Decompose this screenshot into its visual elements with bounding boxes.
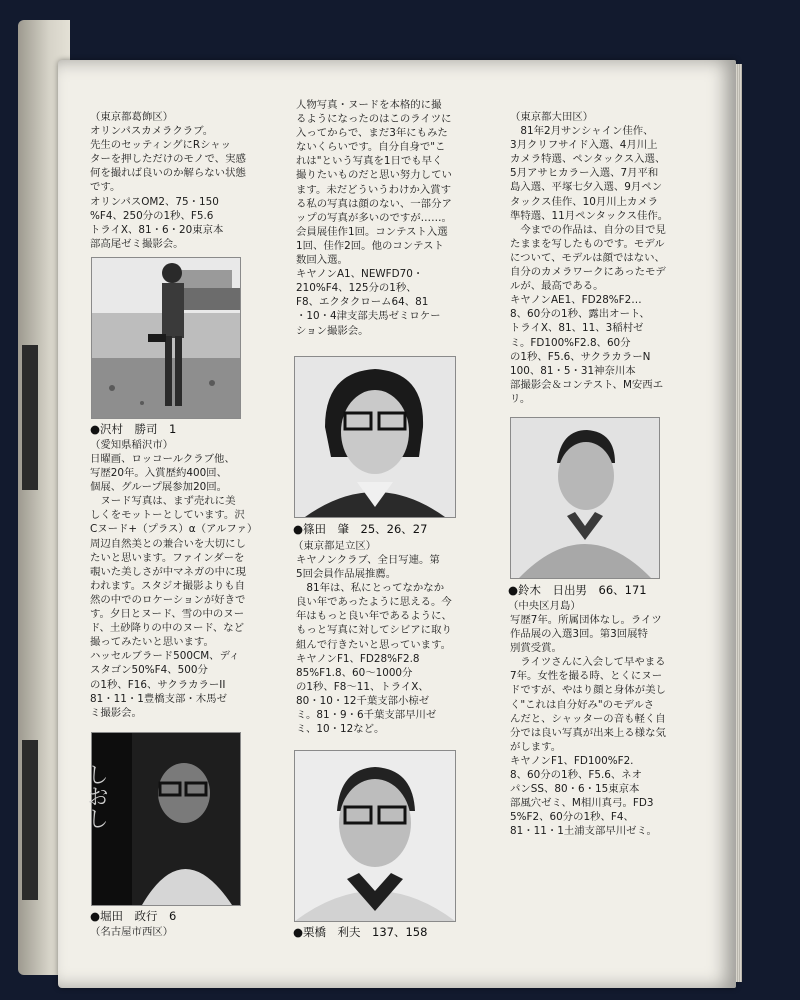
man-sweater-portrait-image	[511, 418, 659, 578]
caption-place-sawamura: （愛知県稲沢市）	[90, 439, 174, 451]
caption-name-kurihashi: ●栗橋 利夫 137、158	[293, 925, 428, 939]
older-man-portrait-image	[295, 751, 455, 921]
sign-text: しおし	[83, 763, 109, 829]
portrait-with-glasses-image	[83, 733, 240, 905]
photographer-photo-shinoda	[294, 356, 456, 518]
caption-name-sawamura: ●沢村 勝司 1	[90, 422, 177, 436]
caption-place-shinoda: （東京都足立区）	[293, 540, 377, 552]
caption-name-hotta: ●堀田 政行 6	[90, 909, 177, 923]
column-3-top-text: （東京都大田区） 81年2月サンシャイン佳作、 3月クリフサイド入選、4月川上 カメラ特選、ペンタックス入選、 5月アサヒカラー入選、7月平和 島入選、平塚七夕入選、9月ペン タックス佳作、10月川上カメラ 準特選、11月ペンタックス佳作。 今までの作品は、自分の目で見 たままを写したものです。モデル について、モデルは顔ではない、 自分のカメラワークにあったモデ ルが、最高である。 キヤノンAE1、FD28%F2… 8、60分の1秒、露出オート、 トライX、81、11、3稲村ゼ ミ。FD100%F2.8、60分 の1秒、F5.6、サクラカラーN 100、81・5・31神奈川本 部撮影会＆コンテスト、M安西エ リ。	[510, 111, 669, 405]
column-2-mid-text: キヤノンクラブ、全日写連。第 5回会員作品展推薦。 81年は、私にとってなかなか 良い年であったように思える。今 年はもっと良い年であるように、 もっと写真に対してシビアに取り 組んで行きたいと思っています。 キヤノンF1、FD28%F2.8 85%F1.8、60〜1000分 の1秒、F8〜11、トライX、 80・10・12千葉支部小椋ゼ ミ。81・9・6千葉支部早川ゼ ミ、10・12など。	[296, 554, 452, 736]
caption-place-suzuki: （中央区月島）	[508, 600, 581, 612]
beach-portrait-image	[92, 258, 240, 418]
photographer-photo-sawamura	[91, 257, 241, 419]
left-page-photo-strip-2	[22, 740, 38, 900]
page-stack-edge	[736, 64, 742, 982]
caption-name-suzuki: ●鈴木 日出男 66、171	[508, 583, 647, 597]
photographer-photo-suzuki	[510, 417, 660, 579]
man-portrait-image	[295, 357, 455, 517]
left-page-photo-strip	[22, 345, 38, 490]
column-1-mid-text: 日曜画、ロッコールクラブ他、 写歴20年。入賞歴約400回、 個展、グループ展参加20回。 ヌード写真は、まず売れに美 しくをモットーとしています。沢 Cヌード+（プラス）α（アルファ） 周辺自然美との兼合いを大切にし たいと思います。ファインダーを 覗いた美しさが中マネガの中に現 われます。スタジオ撮影よりも自 然の中でのロケーションが好きで す。夕日とヌード、雪の中のヌー ド、土砂降りの中のヌード、など 撮ってみたいと思います。 ハッセルブラード500CM、ディ スタゴン50%F4、500分 の1秒、F16、サクラカラーII 81・11・1豊橋支部・木馬ゼ ミ撮影会。	[90, 453, 258, 719]
column-1-top-text: （東京都葛飾区） オリンパスカメラクラブ。 先生のセッティングにRシャッ ターを押しただけのモノで、実感 何を撮れば良いのか解らない状態 です。 オリンパスOM2、75・150 %F4、250分の1秒、F5.6 トライX、81・6・20東京本 部高尾ゼミ撮影会。	[90, 111, 246, 250]
photographer-photo-hotta	[83, 732, 241, 906]
magazine-page	[58, 60, 736, 988]
caption-name-shinoda: ●篠田 肇 25、26、27	[293, 522, 428, 536]
column-2-top-text: 人物写真・ヌードを本格的に撮 るようになったのはこのライツに 入ってからで、まだ3年にもみた ないくらいです。自分自身で"こ れは"という写真を1日でも早く 撮りたいものだと思い努力してい ます。未だどういうわけか入賞す る私の写真は顔のない、一部分ア ップの写真が多いのですが……。 会員展佳作1回。コンテスト入選 1回、佳作2回。他のコンテスト 数回入選。 キヤノンA1、NEWFD70・ 210%F4、125分の1秒、 F8、エクタクローム64、81 ・10・4津支部夫馬ゼミロケー ション撮影会。	[296, 99, 452, 337]
column-3-mid-text: 写歴7年。所属団体なし。ライツ 作品展の入選3回。第3回展特 別賞受賞。 ライツさんに入会して早やまる 7年。女性を撮る時、とくにヌー ドですが、やはり顔と身体が美し く"これは自分好み"のモデルさ んだと、シャッターの音も軽く自 分では良い写真が出来上る様な気 がします。 キヤノンF1、FD100%F2. 8、60分の1秒、F5.6、ネオ パンSS、80・6・15東京本 部風穴ゼミ、M相川真弓。FD3 5%F2、60分の1秒、F4、 81・11・1土浦支部早川ゼミ。	[510, 614, 666, 838]
photographer-photo-kurihashi	[294, 750, 456, 922]
caption-place-hotta: （名古屋市西区）	[90, 926, 174, 938]
